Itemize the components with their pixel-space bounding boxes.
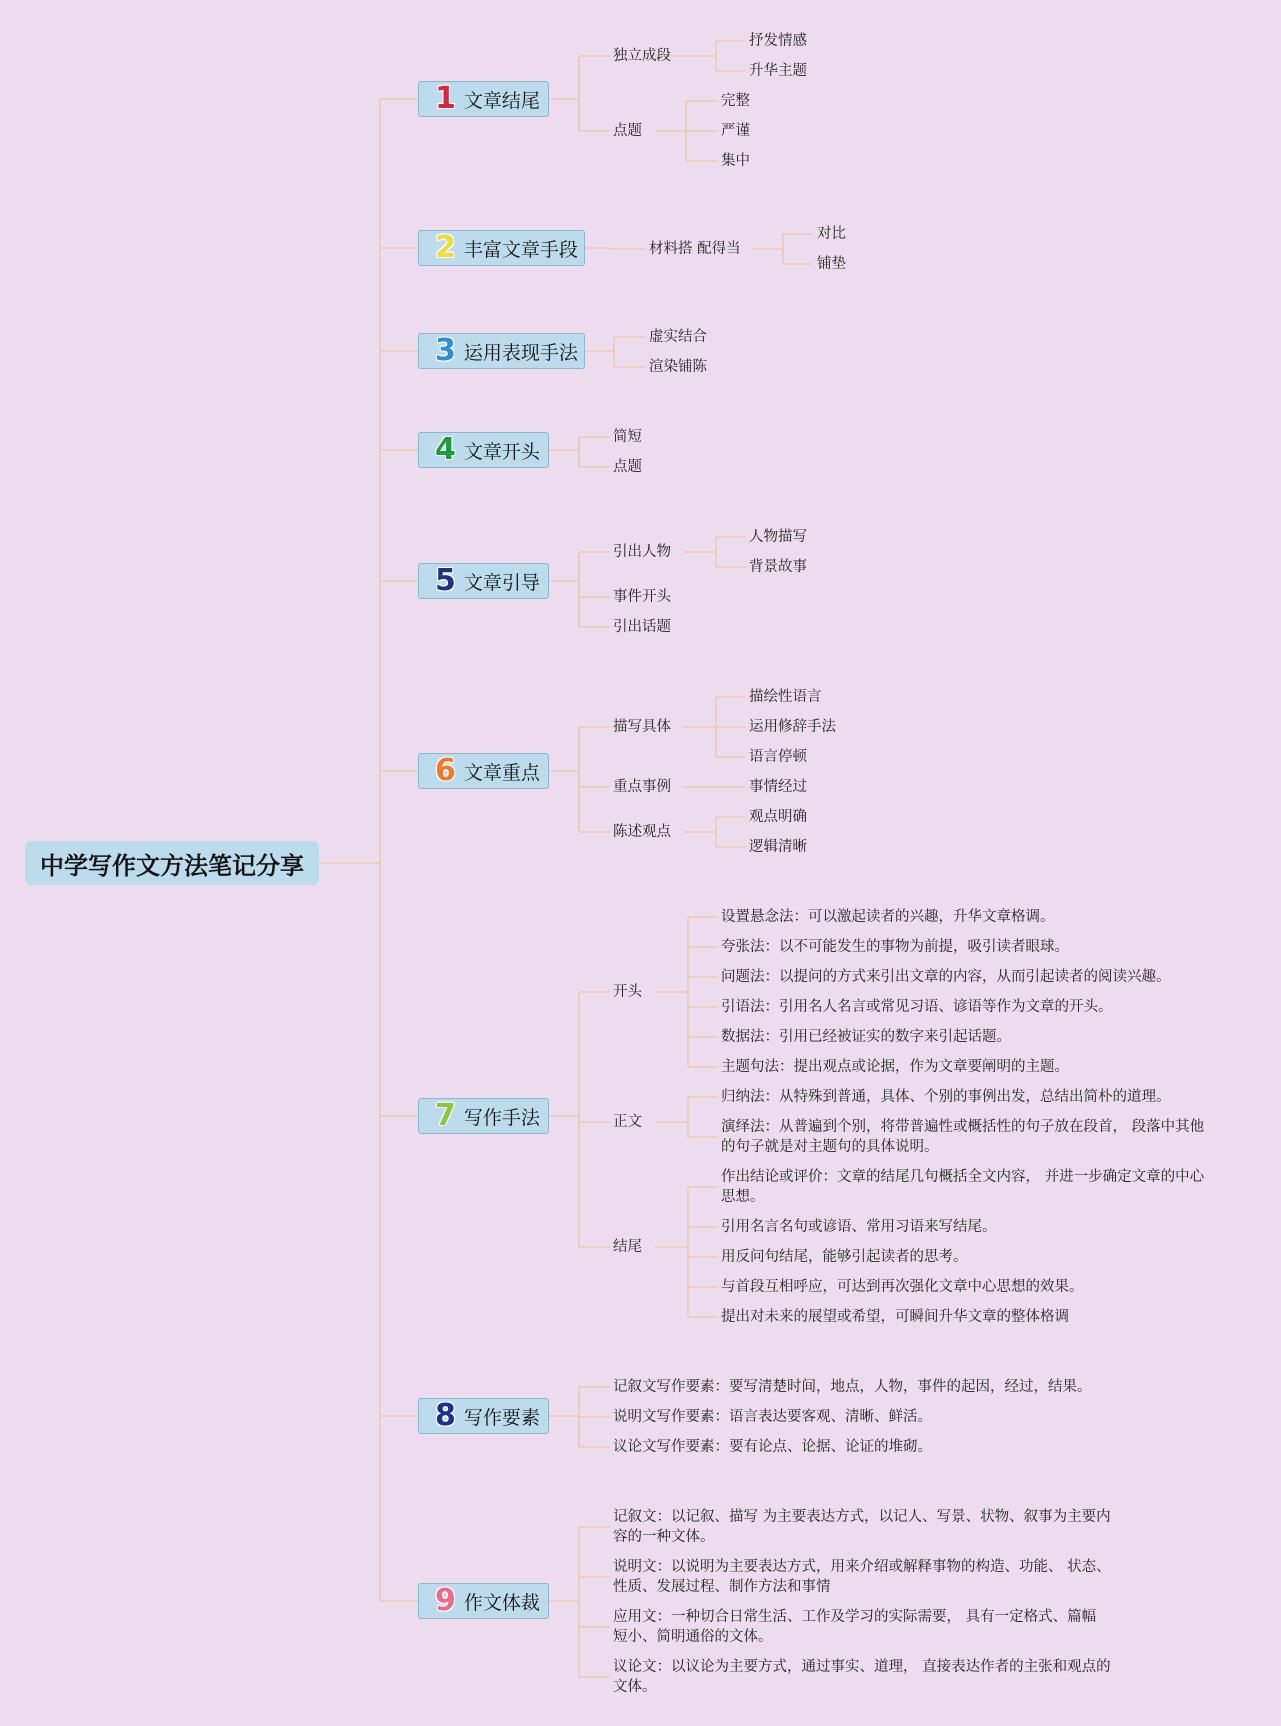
topic-number: 9 bbox=[435, 1583, 456, 1618]
topic-2[interactable] bbox=[418, 230, 585, 266]
topic-7[interactable] bbox=[418, 1098, 549, 1134]
leaf[interactable]: 主题句法：提出观点或论据，作为文章要阐明的主题。 bbox=[721, 1059, 1069, 1075]
leaf[interactable]: 数据法：引用已经被证实的数字来引起话题。 bbox=[721, 1029, 1011, 1045]
subtopic[interactable]: 结尾 bbox=[613, 1239, 642, 1255]
topic-1[interactable] bbox=[418, 81, 549, 117]
subtopic[interactable]: 陈述观点 bbox=[613, 824, 671, 840]
leaf[interactable]: 背景故事 bbox=[749, 559, 807, 575]
subtopic[interactable]: 描写具体 bbox=[613, 719, 671, 735]
leaf[interactable]: 归纳法：从特殊到普通，具体、个别的事例出发，总结出简朴的道理。 bbox=[721, 1089, 1171, 1105]
leaf[interactable]: 严谨 bbox=[721, 123, 750, 139]
leaf[interactable]: 议论文写作要素：要有论点、论据、论证的堆砌。 bbox=[613, 1439, 932, 1455]
root-topic: 中学写作文方法笔记分享 bbox=[25, 841, 319, 885]
leaf[interactable]: 引用名言名句或谚语、常用习语来写结尾。 bbox=[721, 1219, 997, 1235]
subtopic[interactable]: 点题 bbox=[613, 123, 642, 139]
leaf[interactable]: 逻辑清晰 bbox=[749, 839, 807, 855]
topic-label: 写作要素 bbox=[463, 1406, 540, 1429]
topic-number: 3 bbox=[435, 333, 456, 368]
topic-number: 1 bbox=[435, 81, 456, 116]
subtopic[interactable]: 重点事例 bbox=[613, 779, 671, 795]
topic-label: 文章引导 bbox=[463, 571, 540, 594]
topic-label: 写作手法 bbox=[463, 1106, 540, 1129]
topic-number: 8 bbox=[435, 1398, 456, 1433]
subtopic[interactable]: 引出话题 bbox=[613, 619, 671, 635]
topic-number: 5 bbox=[435, 563, 456, 598]
leaf[interactable]: 观点明确 bbox=[749, 809, 807, 825]
leaf[interactable]: 抒发情感 bbox=[749, 33, 807, 49]
leaf[interactable]: 事情经过 bbox=[749, 779, 807, 795]
subtopic[interactable]: 开头 bbox=[613, 984, 642, 1000]
leaf[interactable]: 记叙文：以记叙、描写 为主要表达方式，以记人、写景、状物、叙事为主要内容的一种文体。 bbox=[613, 1509, 1111, 1545]
subtopic[interactable]: 独立成段 bbox=[613, 48, 671, 64]
topic-label: 丰富文章手段 bbox=[463, 238, 578, 261]
leaf[interactable]: 问题法：以提问的方式来引出文章的内容，从而引起读者的阅读兴趣。 bbox=[721, 969, 1171, 985]
topic-label: 运用表现手法 bbox=[463, 341, 578, 364]
topic-4[interactable] bbox=[418, 432, 549, 468]
topic-number: 4 bbox=[435, 432, 456, 467]
leaf[interactable]: 人物描写 bbox=[749, 529, 807, 545]
leaf[interactable]: 铺垫 bbox=[817, 256, 846, 272]
leaf[interactable]: 作出结论或评价：文章的结尾几句概括全文内容， 并进一步确定文章的中心思想。 bbox=[721, 1169, 1205, 1205]
leaf[interactable]: 应用文：一种切合日常生活、工作及学习的实际需要， 具有一定格式、篇幅短小、简明通俗的文体。 bbox=[613, 1609, 1097, 1645]
topic-label: 文章开头 bbox=[463, 440, 540, 463]
leaf[interactable]: 记叙文写作要素：要写清楚时间，地点，人物，事件的起因，经过，结果。 bbox=[613, 1379, 1092, 1395]
leaf[interactable]: 引语法：引用名人名言或常见习语、谚语等作为文章的开头。 bbox=[721, 999, 1113, 1015]
leaf[interactable]: 描绘性语言 bbox=[749, 689, 822, 705]
topic-6[interactable] bbox=[418, 753, 549, 789]
topic-8[interactable] bbox=[418, 1398, 549, 1434]
subtopic[interactable]: 正文 bbox=[613, 1114, 642, 1130]
leaf[interactable]: 语言停顿 bbox=[749, 749, 807, 765]
topic-5[interactable] bbox=[418, 563, 549, 599]
leaf[interactable]: 用反问句结尾，能够引起读者的思考。 bbox=[721, 1249, 968, 1265]
leaf[interactable]: 说明文：以说明为主要表达方式，用来介绍或解释事物的构造、功能、 状态、性质、发展过程、制作方法和事情 bbox=[613, 1559, 1111, 1595]
topic-3[interactable] bbox=[418, 333, 585, 369]
subtopic[interactable]: 事件开头 bbox=[613, 589, 671, 605]
leaf[interactable]: 点题 bbox=[613, 459, 642, 475]
leaf[interactable]: 升华主题 bbox=[749, 63, 807, 79]
leaf[interactable]: 运用修辞手法 bbox=[749, 719, 836, 735]
leaf[interactable]: 夸张法：以不可能发生的事物为前提，吸引读者眼球。 bbox=[721, 939, 1069, 955]
subtopic[interactable]: 引出人物 bbox=[613, 544, 671, 560]
leaf[interactable]: 对比 bbox=[817, 226, 846, 242]
leaf[interactable]: 与首段互相呼应，可达到再次强化文章中心思想的效果。 bbox=[721, 1279, 1084, 1295]
topic-number: 2 bbox=[435, 230, 456, 265]
topic-9[interactable] bbox=[418, 1583, 549, 1619]
topic-number: 7 bbox=[435, 1098, 456, 1133]
leaf[interactable]: 提出对未来的展望或希望，可瞬间升华文章的整体格调 bbox=[721, 1309, 1069, 1325]
topic-number: 6 bbox=[435, 753, 456, 788]
leaf[interactable]: 演绎法：从普遍到个别，将带普遍性或概括性的句子放在段首， 段落中其他的句子就是对主题句的具体说明。 bbox=[721, 1119, 1205, 1155]
leaf[interactable]: 设置悬念法：可以激起读者的兴趣，升华文章格调。 bbox=[721, 909, 1055, 925]
subtopic[interactable]: 材料搭 配得当 bbox=[649, 241, 741, 257]
leaf[interactable]: 完整 bbox=[721, 93, 750, 109]
leaf[interactable]: 说明文写作要素：语言表达要客观、清晰、鲜活。 bbox=[613, 1409, 932, 1425]
leaf[interactable]: 议论文：以议论为主要方式，通过事实、道理， 直接表达作者的主张和观点的文体。 bbox=[613, 1659, 1111, 1695]
topic-label: 文章重点 bbox=[463, 761, 540, 784]
leaf[interactable]: 简短 bbox=[613, 429, 642, 445]
leaf[interactable]: 渲染铺陈 bbox=[649, 359, 707, 375]
topic-label: 文章结尾 bbox=[463, 89, 540, 112]
topic-label: 作文体裁 bbox=[463, 1591, 540, 1614]
leaf[interactable]: 集中 bbox=[721, 153, 750, 169]
leaf[interactable]: 虚实结合 bbox=[649, 329, 707, 345]
